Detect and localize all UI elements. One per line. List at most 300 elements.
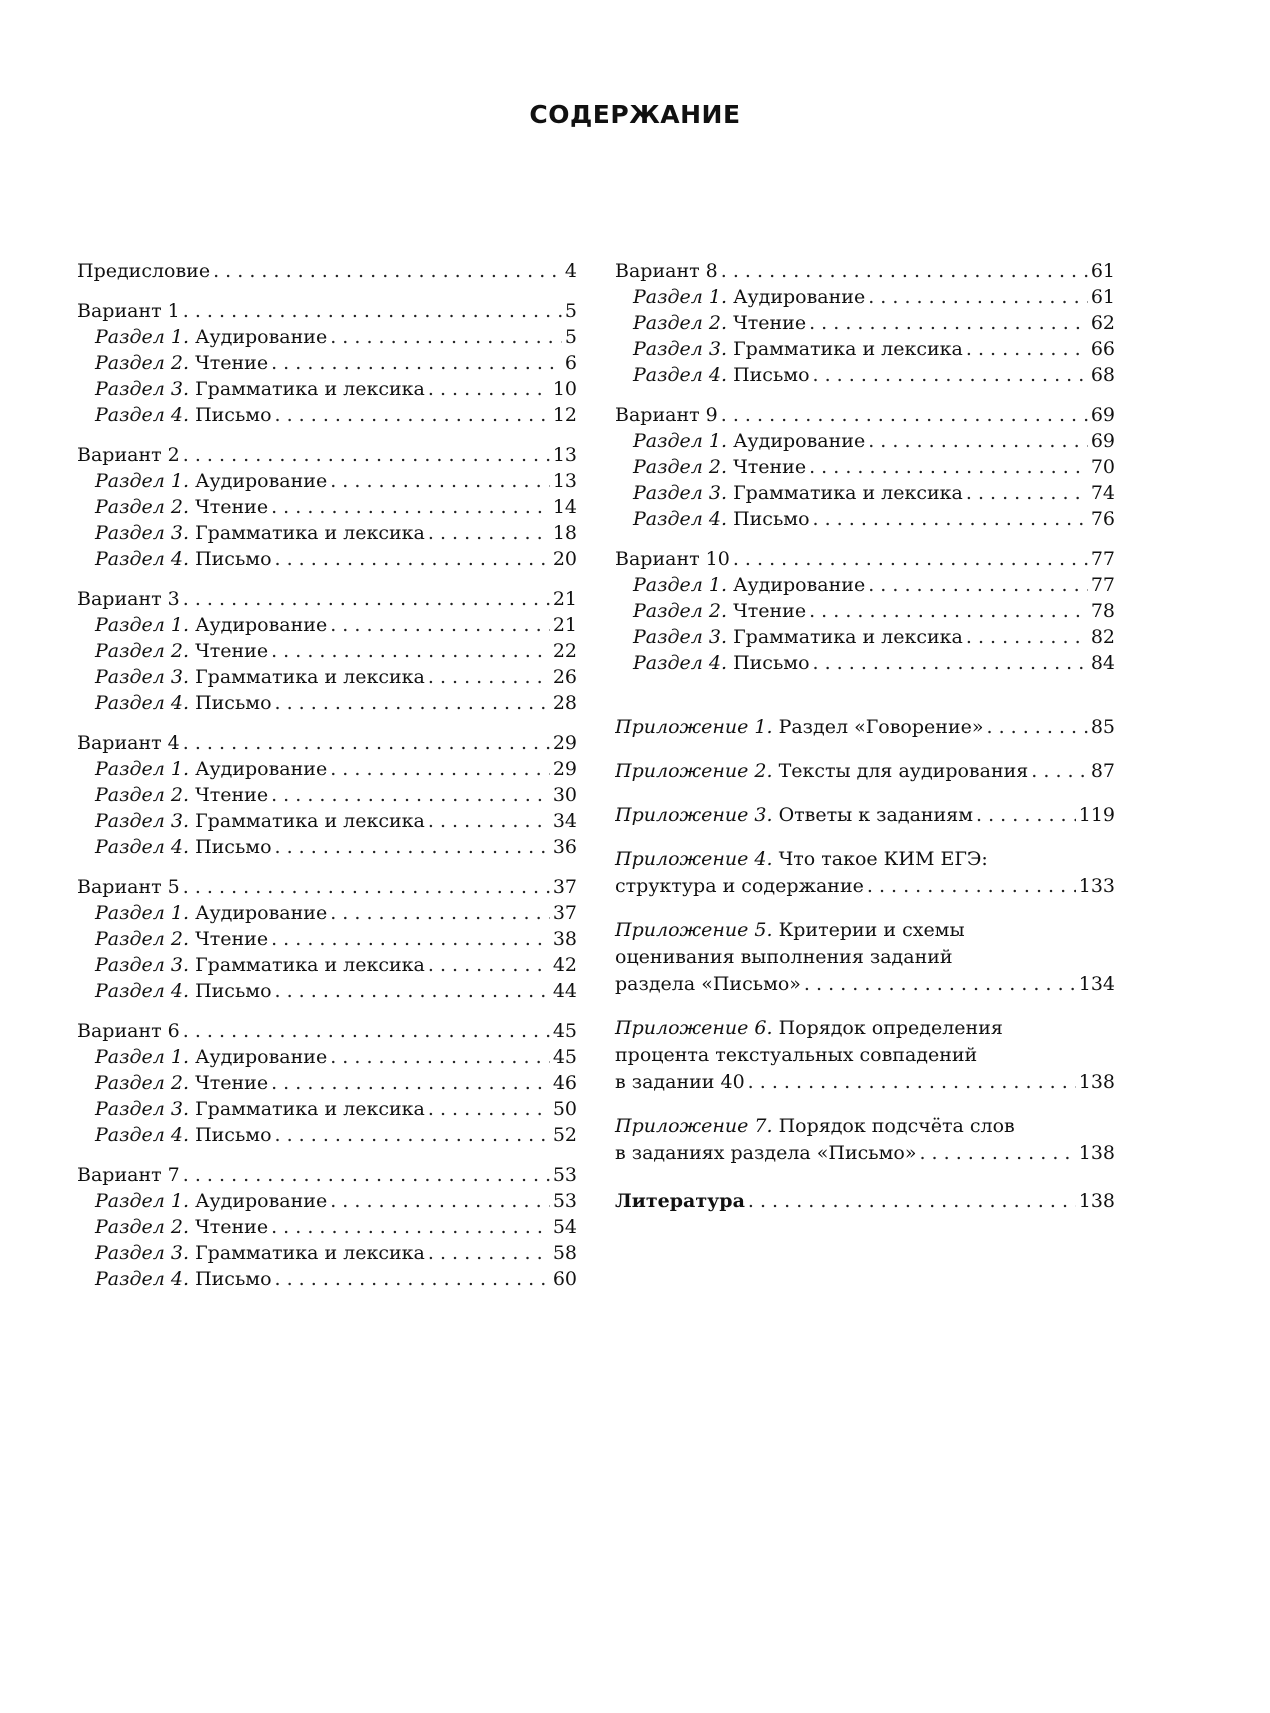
toc-page-number: 4: [564, 260, 577, 282]
toc-subline[interactable]: [77, 926, 577, 952]
toc-page-number: 82: [1090, 626, 1115, 648]
appendix-number: Приложение 4.: [615, 848, 773, 870]
toc-label: [615, 1140, 916, 1166]
section-number: Раздел 2.: [95, 928, 190, 950]
toc-subline[interactable]: [77, 1266, 577, 1292]
leader-dots: [183, 874, 550, 900]
toc-subline[interactable]: [615, 598, 1115, 624]
toc-page-number: 84: [1090, 652, 1115, 674]
section-number: Раздел 2.: [95, 640, 190, 662]
section-number: Раздел 1.: [633, 430, 728, 452]
toc-subline[interactable]: [77, 494, 577, 520]
leader-dots: [183, 1018, 550, 1044]
toc-line-continued[interactable]: [615, 1015, 1115, 1042]
section-name: Грамматика и лексика: [195, 1242, 425, 1264]
toc-page-number: 46: [552, 1072, 577, 1094]
toc-entry-preface: [77, 258, 577, 284]
toc-page-number: 12: [552, 404, 577, 426]
leader-dots: [275, 402, 550, 428]
toc-subline[interactable]: [77, 756, 577, 782]
section-name: Грамматика и лексика: [733, 626, 963, 648]
section-name: Грамматика и лексика: [195, 954, 425, 976]
toc-label: [77, 874, 180, 900]
toc-page-number: 37: [552, 902, 577, 924]
leader-dots: [804, 971, 1076, 997]
toc-subline[interactable]: [77, 324, 577, 350]
toc-page-number: 77: [1090, 574, 1115, 596]
toc-page-number: 45: [552, 1046, 577, 1068]
toc-line[interactable]: [615, 1140, 1115, 1166]
appendix-number: Приложение 2.: [615, 760, 773, 782]
toc-page-number: 74: [1090, 482, 1115, 504]
appendix-title-line: оценивания выполнения заданий: [615, 946, 953, 968]
toc-entry-variant: [77, 730, 577, 860]
section-name: Письмо: [195, 692, 272, 714]
appendix-title-line: структура и содержание: [615, 875, 864, 897]
section-number: Раздел 3.: [95, 954, 190, 976]
toc-label: [633, 362, 810, 388]
toc-subline[interactable]: [77, 900, 577, 926]
leader-dots: [271, 1214, 550, 1240]
toc-line[interactable]: [615, 714, 1115, 740]
toc-page-number: 68: [1090, 364, 1115, 386]
toc-label: [615, 758, 1028, 784]
toc-subline[interactable]: [77, 376, 577, 402]
toc-entry-variant: [77, 586, 577, 716]
toc-page-number: 30: [552, 784, 577, 806]
section-number: Раздел 3.: [95, 522, 190, 544]
section-number: Раздел 2.: [95, 1216, 190, 1238]
toc-label: [95, 520, 425, 546]
toc-page-number: 76: [1090, 508, 1115, 530]
toc-label: [95, 402, 272, 428]
toc-label: [95, 664, 425, 690]
toc-page-number: 61: [1090, 286, 1115, 308]
toc-label: [633, 598, 806, 624]
section-number: Раздел 2.: [95, 496, 190, 518]
section-number: Раздел 1.: [633, 286, 728, 308]
section-number: Раздел 1.: [95, 470, 190, 492]
section-name: Грамматика и лексика: [733, 338, 963, 360]
leader-dots: [1031, 758, 1088, 784]
toc-line[interactable]: [615, 546, 1115, 572]
section-number: Раздел 4.: [95, 404, 190, 426]
toc-page-number: 26: [552, 666, 577, 688]
section-name: Аудирование: [195, 902, 328, 924]
toc-subline[interactable]: [77, 664, 577, 690]
appendix-number: Приложение 1.: [615, 716, 773, 738]
toc-page-number: 21: [552, 588, 577, 610]
appendix-number: Приложение 3.: [615, 804, 773, 826]
leader-dots: [733, 546, 1088, 572]
toc-line[interactable]: [615, 1188, 1115, 1214]
toc-line[interactable]: [77, 730, 577, 756]
section-name: Аудирование: [733, 574, 866, 596]
toc-entry-variant: [77, 442, 577, 572]
leader-dots: [428, 1096, 550, 1122]
toc-label: [77, 1162, 180, 1188]
toc-page-number: 53: [552, 1164, 577, 1186]
toc-label: [77, 1018, 180, 1044]
toc-subline[interactable]: [615, 336, 1115, 362]
section-number: Раздел 3.: [633, 626, 728, 648]
toc-label: [95, 468, 327, 494]
leader-dots: [330, 1188, 550, 1214]
toc-page-number: 10: [552, 378, 577, 400]
toc-label: [615, 402, 718, 428]
toc-label: [95, 782, 268, 808]
toc-subline[interactable]: [77, 1070, 577, 1096]
toc-page-number: 13: [552, 470, 577, 492]
section-number: Раздел 1.: [633, 574, 728, 596]
toc-page-number: 52: [552, 1124, 577, 1146]
toc-label: [95, 1240, 425, 1266]
appendix-number: Приложение 5.: [615, 919, 773, 941]
toc-label: [77, 730, 180, 756]
leader-dots: [275, 834, 550, 860]
toc-subline[interactable]: [615, 572, 1115, 598]
toc-label: [633, 336, 963, 362]
toc-subline[interactable]: [77, 546, 577, 572]
toc-subline[interactable]: [77, 808, 577, 834]
section-number: Раздел 2.: [633, 456, 728, 478]
toc-subline[interactable]: [77, 1122, 577, 1148]
toc-line[interactable]: [615, 971, 1115, 997]
toc-subline[interactable]: [77, 690, 577, 716]
variant-label: Вариант 1: [77, 300, 180, 322]
section-number: Раздел 1.: [95, 614, 190, 636]
toc-entry-variant: [615, 402, 1115, 532]
variant-label: Вариант 8: [615, 260, 718, 282]
toc-label: Литература: [615, 1190, 745, 1212]
toc-line[interactable]: [77, 874, 577, 900]
leader-dots: [271, 638, 550, 664]
leader-dots: [428, 520, 550, 546]
toc-page-number: 54: [552, 1216, 577, 1238]
toc-page-number: 29: [552, 732, 577, 754]
variant-label: Вариант 5: [77, 876, 180, 898]
toc-line[interactable]: [77, 298, 577, 324]
variant-label: Вариант 2: [77, 444, 180, 466]
toc-label: [633, 624, 963, 650]
toc-label: [615, 873, 864, 899]
toc-entry-variant: [615, 546, 1115, 676]
leader-dots: [183, 442, 550, 468]
toc-page-number: 77: [1090, 548, 1115, 570]
toc-line[interactable]: [77, 258, 577, 284]
leader-dots: [183, 298, 562, 324]
section-name: Чтение: [195, 928, 269, 950]
toc-label: [633, 454, 806, 480]
toc-subline[interactable]: [615, 506, 1115, 532]
leader-dots: [721, 258, 1088, 284]
variants-list-right: [615, 258, 1115, 676]
toc-subline[interactable]: [615, 624, 1115, 650]
toc-subline[interactable]: [615, 362, 1115, 388]
toc-subline[interactable]: [77, 1214, 577, 1240]
toc-subline[interactable]: [77, 1044, 577, 1070]
appendix-title-line: процента текстуальных совпадений: [615, 1044, 978, 1066]
leader-dots: [330, 324, 562, 350]
section-name: Аудирование: [195, 326, 328, 348]
toc-entry-variant: [77, 874, 577, 1004]
toc-label: [633, 506, 810, 532]
toc-subline[interactable]: [77, 350, 577, 376]
leader-dots: [183, 730, 550, 756]
toc-subline[interactable]: [77, 468, 577, 494]
section-number: Раздел 1.: [95, 758, 190, 780]
leader-dots: [330, 468, 550, 494]
toc-label: [615, 546, 730, 572]
appendices-list: [615, 714, 1115, 1166]
toc-page-number: 38: [552, 928, 577, 950]
leader-dots: [271, 782, 550, 808]
section-number: Раздел 4.: [95, 836, 190, 858]
toc-line[interactable]: [77, 586, 577, 612]
section-name: Чтение: [733, 456, 807, 478]
toc-page-number: 5: [564, 300, 577, 322]
toc-label: [633, 650, 810, 676]
toc-page-number: 6: [564, 352, 577, 374]
section-number: Раздел 3.: [95, 378, 190, 400]
section-name: Аудирование: [195, 470, 328, 492]
toc-entry-appendix: [615, 846, 1115, 899]
leader-dots: [275, 1122, 550, 1148]
appendix-title-line: раздела «Письмо»: [615, 973, 801, 995]
toc-page-number: 13: [552, 444, 577, 466]
section-number: Раздел 3.: [633, 338, 728, 360]
toc-page-number: 70: [1090, 456, 1115, 478]
section-number: Раздел 4.: [95, 980, 190, 1002]
toc-line[interactable]: [615, 873, 1115, 899]
section-number: Раздел 1.: [95, 1190, 190, 1212]
toc-page-number: 21: [552, 614, 577, 636]
toc-page-number: 85: [1090, 716, 1115, 738]
toc-label: [615, 971, 801, 997]
toc-subline[interactable]: [77, 952, 577, 978]
toc-label: [95, 900, 327, 926]
section-name: Чтение: [195, 496, 269, 518]
leader-dots: [428, 1240, 550, 1266]
leader-dots: [966, 624, 1088, 650]
toc-page-number: 18: [552, 522, 577, 544]
toc-subline[interactable]: [615, 454, 1115, 480]
section-number: Раздел 2.: [633, 600, 728, 622]
section-name: Грамматика и лексика: [195, 522, 425, 544]
appendix-title-line: Тексты для аудирования: [778, 760, 1029, 782]
variant-label: Вариант 3: [77, 588, 180, 610]
leader-dots: [330, 1044, 550, 1070]
toc-subline[interactable]: [615, 284, 1115, 310]
section-name: Грамматика и лексика: [195, 810, 425, 832]
leader-dots: [966, 336, 1088, 362]
section-name: Аудирование: [195, 1046, 328, 1068]
toc-line[interactable]: [77, 1018, 577, 1044]
toc-line[interactable]: [615, 1069, 1115, 1095]
toc-entry-appendix: [615, 1015, 1115, 1095]
leader-dots: [428, 952, 550, 978]
leader-dots: [213, 258, 562, 284]
toc-label: [95, 756, 327, 782]
toc-label: [77, 586, 180, 612]
toc-subline[interactable]: [615, 310, 1115, 336]
toc-entry-variant: [77, 1018, 577, 1148]
toc-line-continued[interactable]: [615, 846, 1115, 873]
toc-label: [95, 494, 268, 520]
section-number: Раздел 3.: [95, 1242, 190, 1264]
toc-label: [95, 690, 272, 716]
variant-label: Вариант 10: [615, 548, 730, 570]
leader-dots: [813, 506, 1088, 532]
leader-dots: [271, 350, 562, 376]
appendix-title-line: в задании 40: [615, 1071, 745, 1093]
toc-label: [95, 638, 268, 664]
toc-page-number: 45: [552, 1020, 577, 1042]
section-name: Чтение: [195, 352, 269, 374]
leader-dots: [986, 714, 1087, 740]
toc-label: [95, 926, 268, 952]
section-name: Письмо: [195, 1124, 272, 1146]
toc-line[interactable]: [77, 1162, 577, 1188]
toc-entry-literature: [615, 1188, 1115, 1214]
toc-page-number: 134: [1078, 973, 1115, 995]
toc-label: [95, 350, 268, 376]
toc-subline[interactable]: [77, 638, 577, 664]
toc-subline[interactable]: [77, 978, 577, 1004]
variant-label: Вариант 6: [77, 1020, 180, 1042]
leader-dots: [271, 1070, 550, 1096]
toc-subline[interactable]: [77, 1240, 577, 1266]
leader-dots: [809, 454, 1088, 480]
section-name: Письмо: [733, 652, 810, 674]
toc-entry-variant: [77, 1162, 577, 1292]
leader-dots: [813, 650, 1088, 676]
toc-subline[interactable]: [77, 1188, 577, 1214]
section-name: Грамматика и лексика: [733, 482, 963, 504]
toc-page-number: 138: [1078, 1190, 1115, 1212]
toc-subline[interactable]: [77, 402, 577, 428]
toc-line[interactable]: [77, 442, 577, 468]
toc-subline[interactable]: [77, 1096, 577, 1122]
leader-dots: [330, 900, 550, 926]
leader-dots: [275, 690, 550, 716]
toc-line-continued[interactable]: [615, 917, 1115, 944]
toc-page-number: 87: [1090, 760, 1115, 782]
leader-dots: [275, 1266, 550, 1292]
toc-subline[interactable]: [615, 650, 1115, 676]
toc-page-number: 66: [1090, 338, 1115, 360]
toc-label: [95, 612, 327, 638]
toc-label: [95, 1044, 327, 1070]
toc-page-number: 69: [1090, 430, 1115, 452]
leader-dots: [183, 1162, 550, 1188]
toc-page-number: 53: [552, 1190, 577, 1212]
variant-label: Вариант 9: [615, 404, 718, 426]
section-name: Письмо: [733, 508, 810, 530]
toc-page-number: 58: [552, 1242, 577, 1264]
section-number: Раздел 4.: [95, 692, 190, 714]
toc-subline[interactable]: [77, 782, 577, 808]
leader-dots: [976, 802, 1076, 828]
section-number: Раздел 4.: [633, 364, 728, 386]
leader-dots: [330, 756, 550, 782]
leader-dots: [271, 926, 550, 952]
appendix-title-line: Порядок определения: [778, 1017, 1003, 1039]
leader-dots: [809, 598, 1088, 624]
toc-label: [95, 324, 327, 350]
appendix-number: Приложение 6.: [615, 1017, 773, 1039]
section-name: Грамматика и лексика: [195, 1098, 425, 1120]
toc-page-number: 138: [1078, 1071, 1115, 1093]
section-number: Раздел 2.: [95, 784, 190, 806]
appendix-title-line: Порядок подсчёта слов: [778, 1115, 1015, 1137]
toc-page-number: 62: [1090, 312, 1115, 334]
toc-page-number: 37: [552, 876, 577, 898]
leader-dots: [428, 664, 550, 690]
toc-label: [95, 1070, 268, 1096]
toc-page-number: 14: [552, 496, 577, 518]
leader-dots: [748, 1188, 1076, 1214]
section-name: Аудирование: [733, 286, 866, 308]
toc-subline[interactable]: [77, 612, 577, 638]
section-name: Письмо: [195, 1268, 272, 1290]
toc-label: [95, 834, 272, 860]
toc-subline[interactable]: [615, 480, 1115, 506]
toc-page-number: 78: [1090, 600, 1115, 622]
section-number: Раздел 4.: [633, 508, 728, 530]
toc-page-number: 22: [552, 640, 577, 662]
toc-page-number: 119: [1078, 804, 1115, 826]
section-name: Аудирование: [733, 430, 866, 452]
toc-label: [95, 1214, 268, 1240]
section-number: Раздел 1.: [95, 1046, 190, 1068]
section-number: Раздел 4.: [95, 548, 190, 570]
toc-label: [95, 808, 425, 834]
leader-dots: [428, 376, 550, 402]
toc-subline[interactable]: [77, 834, 577, 860]
toc-label: [633, 428, 865, 454]
section-name: Чтение: [195, 784, 269, 806]
leader-dots: [330, 612, 550, 638]
toc-label: [615, 258, 718, 284]
leader-dots: [428, 808, 550, 834]
section-number: Раздел 3.: [95, 810, 190, 832]
leader-dots: [748, 1069, 1076, 1095]
toc-line[interactable]: [615, 802, 1115, 828]
toc-line[interactable]: [615, 402, 1115, 428]
section-name: Грамматика и лексика: [195, 378, 425, 400]
toc-line[interactable]: [615, 258, 1115, 284]
toc-label: [633, 310, 806, 336]
section-number: Раздел 2.: [95, 352, 190, 374]
toc-subline[interactable]: [77, 520, 577, 546]
leader-dots: [809, 310, 1088, 336]
toc-label: [95, 1188, 327, 1214]
toc-subline[interactable]: [615, 428, 1115, 454]
toc-line[interactable]: [615, 758, 1115, 784]
toc-line-continued[interactable]: [615, 1113, 1115, 1140]
section-number: Раздел 1.: [95, 902, 190, 924]
leader-dots: [868, 428, 1088, 454]
variant-label: Вариант 4: [77, 732, 180, 754]
toc-line-continued[interactable]: [615, 1042, 1115, 1069]
toc-entry-variant: [615, 258, 1115, 388]
section-name: Аудирование: [195, 614, 328, 636]
toc-label: [95, 1096, 425, 1122]
toc-line-continued[interactable]: [615, 944, 1115, 971]
toc-column-left: [77, 258, 577, 1306]
toc-entry-appendix: [615, 917, 1115, 997]
